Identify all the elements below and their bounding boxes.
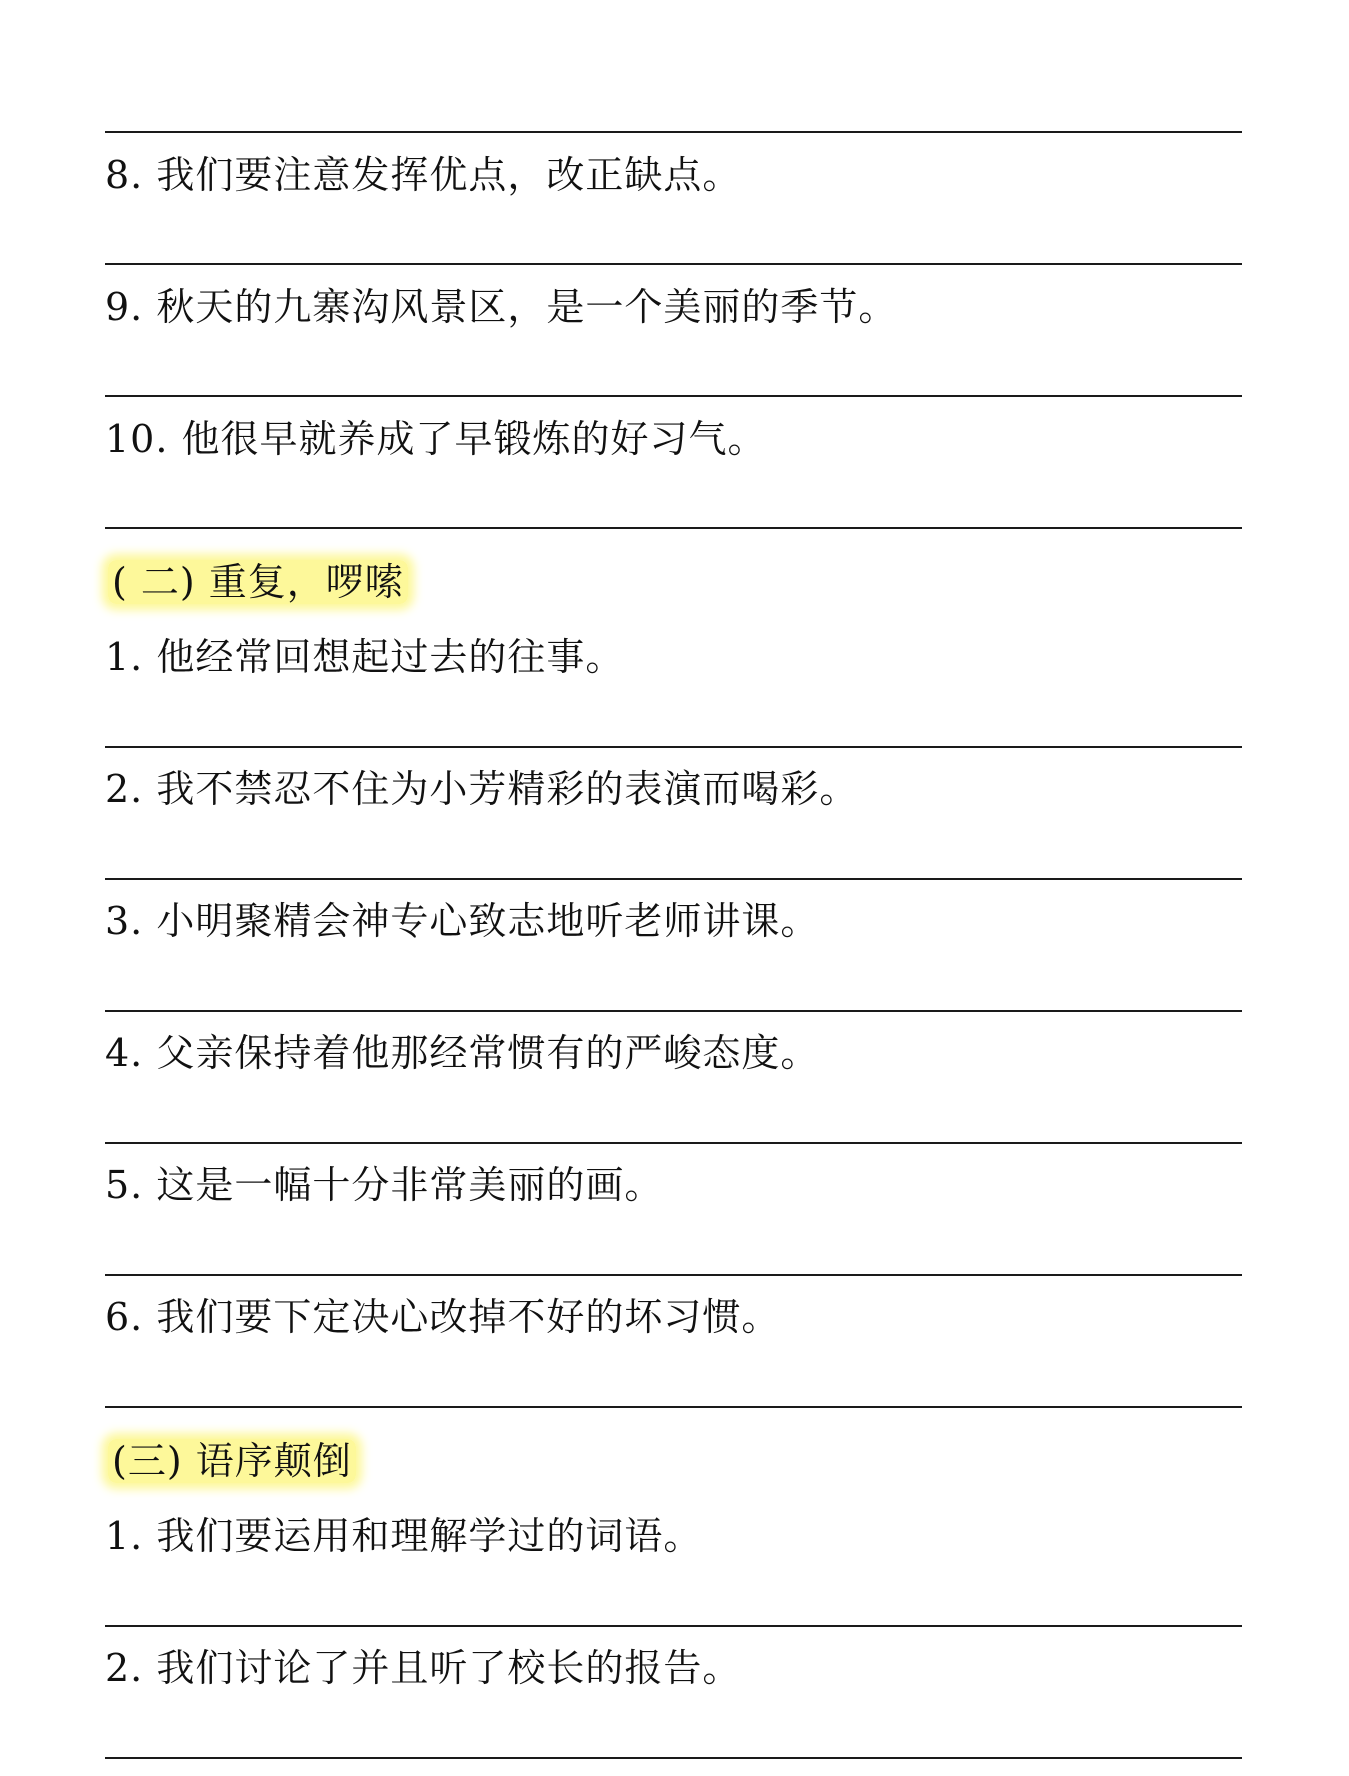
exercise-item-2: 2. 我们讨论了并且听了校长的报告。 <box>105 1646 742 1690</box>
answer-line <box>105 1406 1242 1408</box>
answer-line <box>105 878 1242 880</box>
answer-line <box>105 746 1242 748</box>
exercise-item-3: 3. 小明聚精会神专心致志地听老师讲课。 <box>105 899 820 943</box>
answer-line <box>105 1757 1242 1759</box>
answer-line <box>105 1274 1242 1276</box>
exercise-item-1: 1. 他经常回想起过去的往事。 <box>105 635 625 679</box>
section-heading-label: (三) 语序颠倒 <box>108 1439 356 1483</box>
exercise-item-8: 8. 我们要注意发挥优点，改正缺点。 <box>105 153 742 197</box>
exercise-item-1: 1. 我们要运用和理解学过的词语。 <box>105 1514 703 1558</box>
exercise-item-9: 9. 秋天的九寨沟风景区，是一个美丽的季节。 <box>105 285 898 329</box>
answer-line <box>105 1625 1242 1627</box>
answer-line <box>105 1010 1242 1012</box>
answer-line <box>105 395 1242 397</box>
section-heading-word-order <box>108 1437 356 1485</box>
section-heading-label: ( 二) 重复，啰嗦 <box>108 560 408 604</box>
answer-line <box>105 131 1242 133</box>
answer-line <box>105 1142 1242 1144</box>
exercise-item-4: 4. 父亲保持着他那经常惯有的严峻态度。 <box>105 1031 820 1075</box>
answer-line <box>105 527 1242 529</box>
exercise-item-10: 10. 他很早就养成了早锻炼的好习气。 <box>105 417 767 461</box>
answer-line <box>105 263 1242 265</box>
exercise-item-6: 6. 我们要下定决心改掉不好的坏习惯。 <box>105 1295 781 1339</box>
exercise-item-5: 5. 这是一幅十分非常美丽的画。 <box>105 1163 664 1207</box>
section-heading-repetition <box>108 558 408 606</box>
exercise-item-2: 2. 我不禁忍不住为小芳精彩的表演而喝彩。 <box>105 767 859 811</box>
